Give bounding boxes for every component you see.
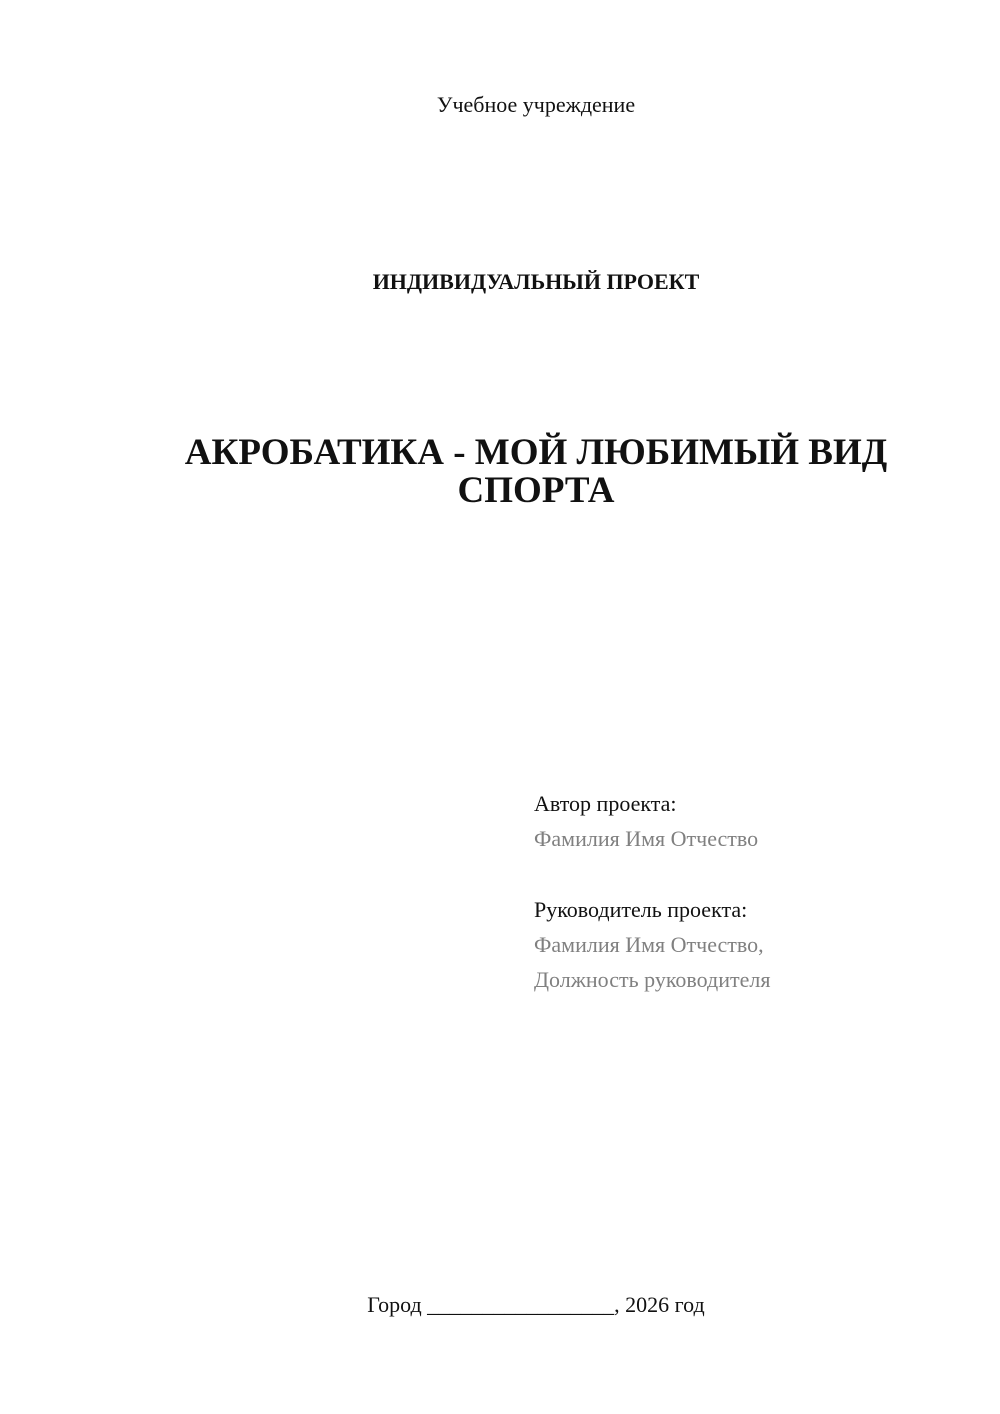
project-info-block	[534, 786, 974, 997]
supervisor-label: Руководитель проекта:	[534, 897, 748, 922]
institution-name: Учебное учреждение	[436, 92, 636, 117]
author-label: Автор проекта:	[534, 791, 677, 816]
city-blank: _________________	[427, 1292, 615, 1317]
supervisor-position: Должность руководителя	[534, 967, 771, 992]
city-label: Город	[367, 1292, 422, 1317]
author-name: Фамилия Имя Отчество	[534, 826, 759, 851]
project-title-line-2: СПОРТА	[457, 470, 615, 511]
year-text: , 2026 год	[614, 1292, 705, 1317]
project-title	[150, 434, 922, 510]
project-type-heading: ИНДИВИДУАЛЬНЫЙ ПРОЕКТ	[372, 269, 700, 294]
supervisor-name: Фамилия Имя Отчество,	[534, 932, 764, 957]
footer-city-year	[0, 1288, 1000, 1322]
project-title-line-1: АКРОБАТИКА - МОЙ ЛЮБИМЫЙ ВИД	[184, 432, 888, 473]
